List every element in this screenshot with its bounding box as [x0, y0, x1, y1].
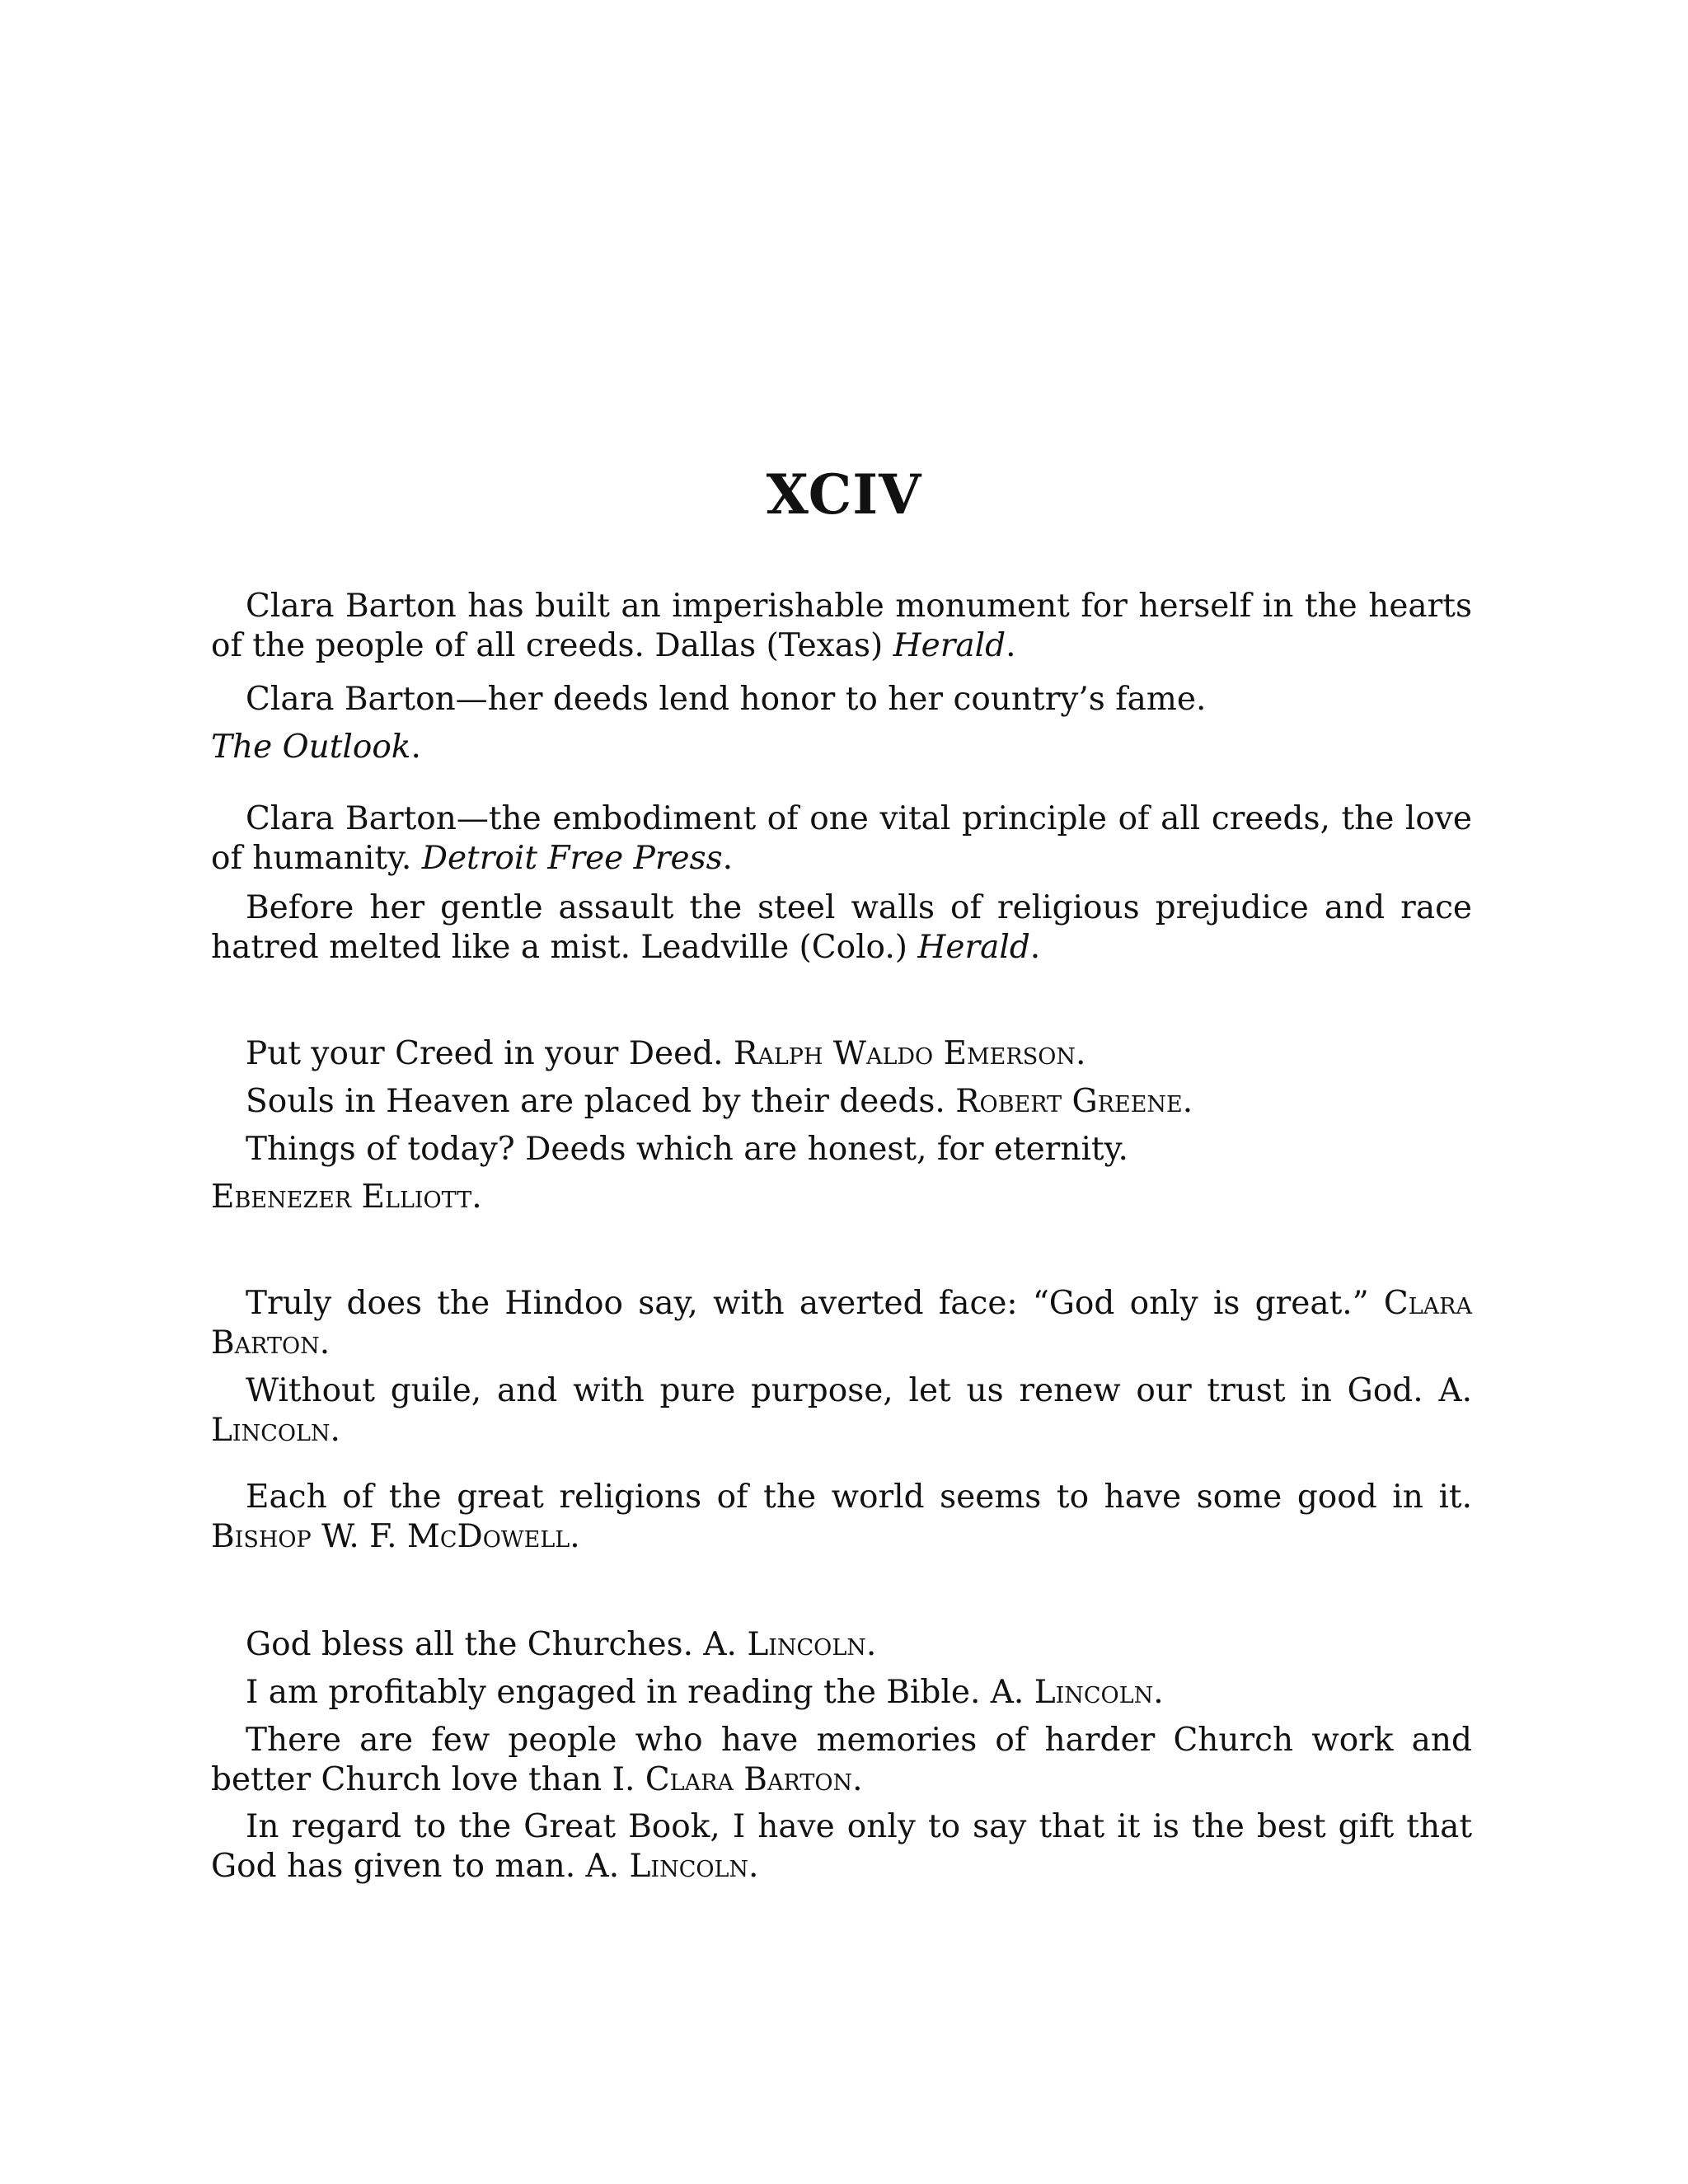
quote-end: . [319, 1324, 331, 1361]
quote-paragraph [211, 1130, 1472, 1169]
quote-text: I am profitably engaged in reading the Bible. [246, 1674, 991, 1711]
quote-end: . [748, 1848, 759, 1885]
quote-text: Without guile, and with pure purpose, let us renew our trust in God. [246, 1372, 1439, 1409]
quote-paragraph [211, 587, 1472, 666]
quote-text: Clara Barton—the embodiment of one vital principle of all creeds, the love of humanity. [211, 800, 1472, 877]
quote-paragraph [211, 728, 1472, 767]
quote-text: Put your Creed in your Deed. [246, 1035, 734, 1072]
quote-source: Herald [917, 929, 1030, 966]
quote-text: Truly does the Hindoo say, with averted face: “God only is great.” [246, 1285, 1384, 1322]
quote-author: A. Lincoln [585, 1848, 749, 1885]
quote-author: Bishop W. F. McDowell [211, 1518, 570, 1555]
quote-paragraph [211, 1284, 1472, 1363]
quote-paragraph [211, 1807, 1472, 1886]
quote-text: Clara Barton—her deeds lend honor to her country’s fame. [246, 681, 1207, 718]
quote-paragraph [211, 1082, 1472, 1122]
quote-end: . [471, 1179, 482, 1216]
chapter-title: XCIV [766, 462, 922, 527]
quote-author: Robert Greene [955, 1083, 1183, 1120]
quote-end: . [330, 1412, 340, 1449]
quote-paragraph [211, 1673, 1472, 1713]
quote-end: . [570, 1518, 580, 1555]
quote-paragraph [211, 1371, 1472, 1451]
quote-text: Things of today? Deeds which are honest, for eternity. [246, 1131, 1128, 1168]
quote-text: Clara Barton has built an imperishable monument for herself in the hearts of the people of all creeds. Dallas (Texas) [211, 588, 1472, 664]
quote-author: Ralph Waldo Emerson [733, 1035, 1076, 1072]
quote-paragraph [211, 1034, 1472, 1074]
quote-paragraph [211, 888, 1472, 968]
quote-author: Ebenezer Elliott [211, 1179, 472, 1216]
quote-paragraph [211, 1721, 1472, 1800]
quote-text: Souls in Heaven are placed by their deeds. [246, 1083, 956, 1120]
quote-source: Herald [893, 627, 1006, 664]
quote-end: . [1075, 1035, 1086, 1072]
quote-end: . [1182, 1083, 1193, 1120]
quote-end: . [1006, 627, 1016, 664]
quote-author: A. Lincoln [703, 1626, 866, 1663]
quote-end: . [1029, 929, 1041, 966]
quote-paragraph [211, 1625, 1472, 1665]
quote-author: Clara Barton [645, 1761, 853, 1798]
quote-text: In regard to the Great Book, I have only to say that it is the best gift that God has given to man. [211, 1808, 1472, 1885]
quote-end: . [1153, 1674, 1164, 1711]
quote-text: There are few people who have memories of harder Church work and better Church love than I. [211, 1722, 1472, 1798]
quote-source: The Outlook [211, 729, 411, 766]
quote-paragraph [211, 1178, 1472, 1217]
quote-paragraph [211, 680, 1472, 719]
quote-paragraph [211, 1478, 1472, 1557]
quote-text: God bless all the Churches. [246, 1626, 704, 1663]
quote-paragraph [211, 799, 1472, 879]
quote-end: . [852, 1761, 863, 1798]
quote-author: A. Lincoln [211, 1372, 1472, 1449]
quote-text: Each of the great religions of the world seems to have some good in it. [246, 1479, 1472, 1516]
quote-author: Clara Barton [211, 1285, 1472, 1361]
quote-end: . [865, 1626, 877, 1663]
quote-end: . [722, 840, 734, 877]
quote-author: A. Lincoln [990, 1674, 1154, 1711]
quote-source: Detroit Free Press [421, 840, 723, 877]
quote-end: . [410, 729, 421, 766]
quote-text: Before her gentle assault the steel walls of religious prejudice and race hatred melted like a mist. Leadville (Colo.) [211, 889, 1472, 966]
